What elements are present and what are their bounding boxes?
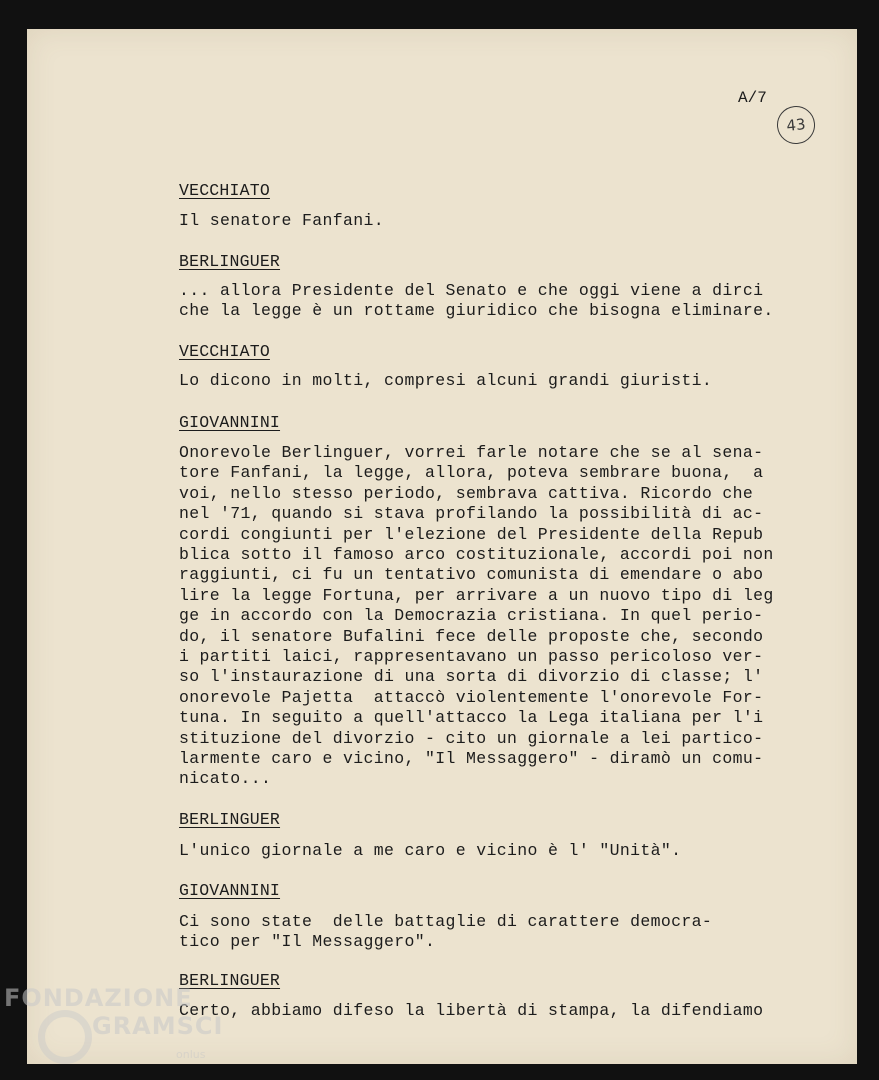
dialogue-line: onorevole Pajetta attaccò violentemente l'onorevole For- bbox=[179, 687, 764, 707]
watermark-line3: onlus bbox=[176, 1048, 206, 1061]
dialogue-line: voi, nello stesso periodo, sembrava cattiva. Ricordo che bbox=[179, 483, 754, 503]
document-page bbox=[27, 29, 857, 1064]
dialogue-line: L'unico giornale a me caro e vicino è l' "Unità". bbox=[179, 841, 682, 860]
dialogue-line: blica sotto il famoso arco costituzionale, accordi poi non bbox=[179, 545, 774, 564]
dialogue-line: tico per "Il Messaggero". bbox=[179, 932, 436, 951]
dialogue-line: Il senatore Fanfani. bbox=[179, 211, 385, 230]
dialogue-line: so l'instaurazione di una sorta di divorzio di classe; l' bbox=[179, 667, 764, 687]
dialogue-line: Certo, abbiamo difeso la libertà di stampa, la difendiamo bbox=[179, 1001, 764, 1020]
dialogue-line: Onorevole Berlinguer, vorrei farle notare che se al sena- bbox=[179, 443, 764, 462]
watermark-logo-icon bbox=[38, 1010, 92, 1064]
speaker-name: BERLINGUER bbox=[179, 252, 281, 271]
dialogue-line: Ci sono state delle battaglie di carattere democra- bbox=[179, 912, 713, 931]
dialogue-line: tore Fanfani, la legge, allora, poteva sembrare buona, a bbox=[179, 463, 764, 483]
dialogue-line: ge in accordo con la Democrazia cristiana. In quel perio- bbox=[179, 606, 764, 626]
dialogue-line: larmente caro e vicino, "Il Messaggero" - diramò un comu- bbox=[179, 749, 764, 768]
dialogue-line: cordi congiunti per l'elezione del Presidente della Repub bbox=[179, 524, 764, 544]
page-code: A/7 bbox=[738, 89, 767, 107]
speaker-name: BERLINGUER bbox=[179, 810, 281, 829]
page-number-stamp bbox=[775, 104, 817, 146]
dialogue-line: nicato... bbox=[179, 769, 272, 789]
dialogue-line: i partiti laici, rappresentavano un passo pericoloso ver- bbox=[179, 647, 764, 666]
speaker-name: BERLINGUER bbox=[179, 971, 281, 990]
dialogue-line: Lo dicono in molti, compresi alcuni grandi giuristi. bbox=[179, 371, 713, 390]
speaker-name: GIOVANNINI bbox=[179, 881, 281, 900]
watermark-line2: GRAMSCI bbox=[92, 1012, 224, 1040]
dialogue-line: tuna. In seguito a quell'attacco la Lega italiana per l'i bbox=[179, 708, 764, 728]
speaker-name: GIOVANNINI bbox=[179, 413, 281, 432]
stamp-number: 43 bbox=[785, 115, 807, 135]
speaker-name: VECCHIATO bbox=[179, 342, 270, 361]
dialogue-line: lire la legge Fortuna, per arrivare a un nuovo tipo di leg bbox=[179, 585, 774, 605]
dialogue-line: do, il senatore Bufalini fece delle proposte che, secondo bbox=[179, 626, 764, 646]
dialogue-line: nel '71, quando si stava profilando la possibilità di ac- bbox=[179, 504, 764, 524]
dialogue-line: che la legge è un rottame giuridico che bisogna eliminare. bbox=[179, 301, 774, 320]
dialogue-line: raggiunti, ci fu un tentativo comunista di emendare o abo bbox=[179, 565, 764, 585]
speaker-name: VECCHIATO bbox=[179, 181, 270, 200]
dialogue-line: stituzione del divorzio - cito un giornale a lei partico- bbox=[179, 728, 764, 748]
dialogue-line: ... allora Presidente del Senato e che oggi viene a dirci bbox=[179, 281, 764, 300]
watermark-line1: FONDAZIONE bbox=[4, 984, 193, 1012]
